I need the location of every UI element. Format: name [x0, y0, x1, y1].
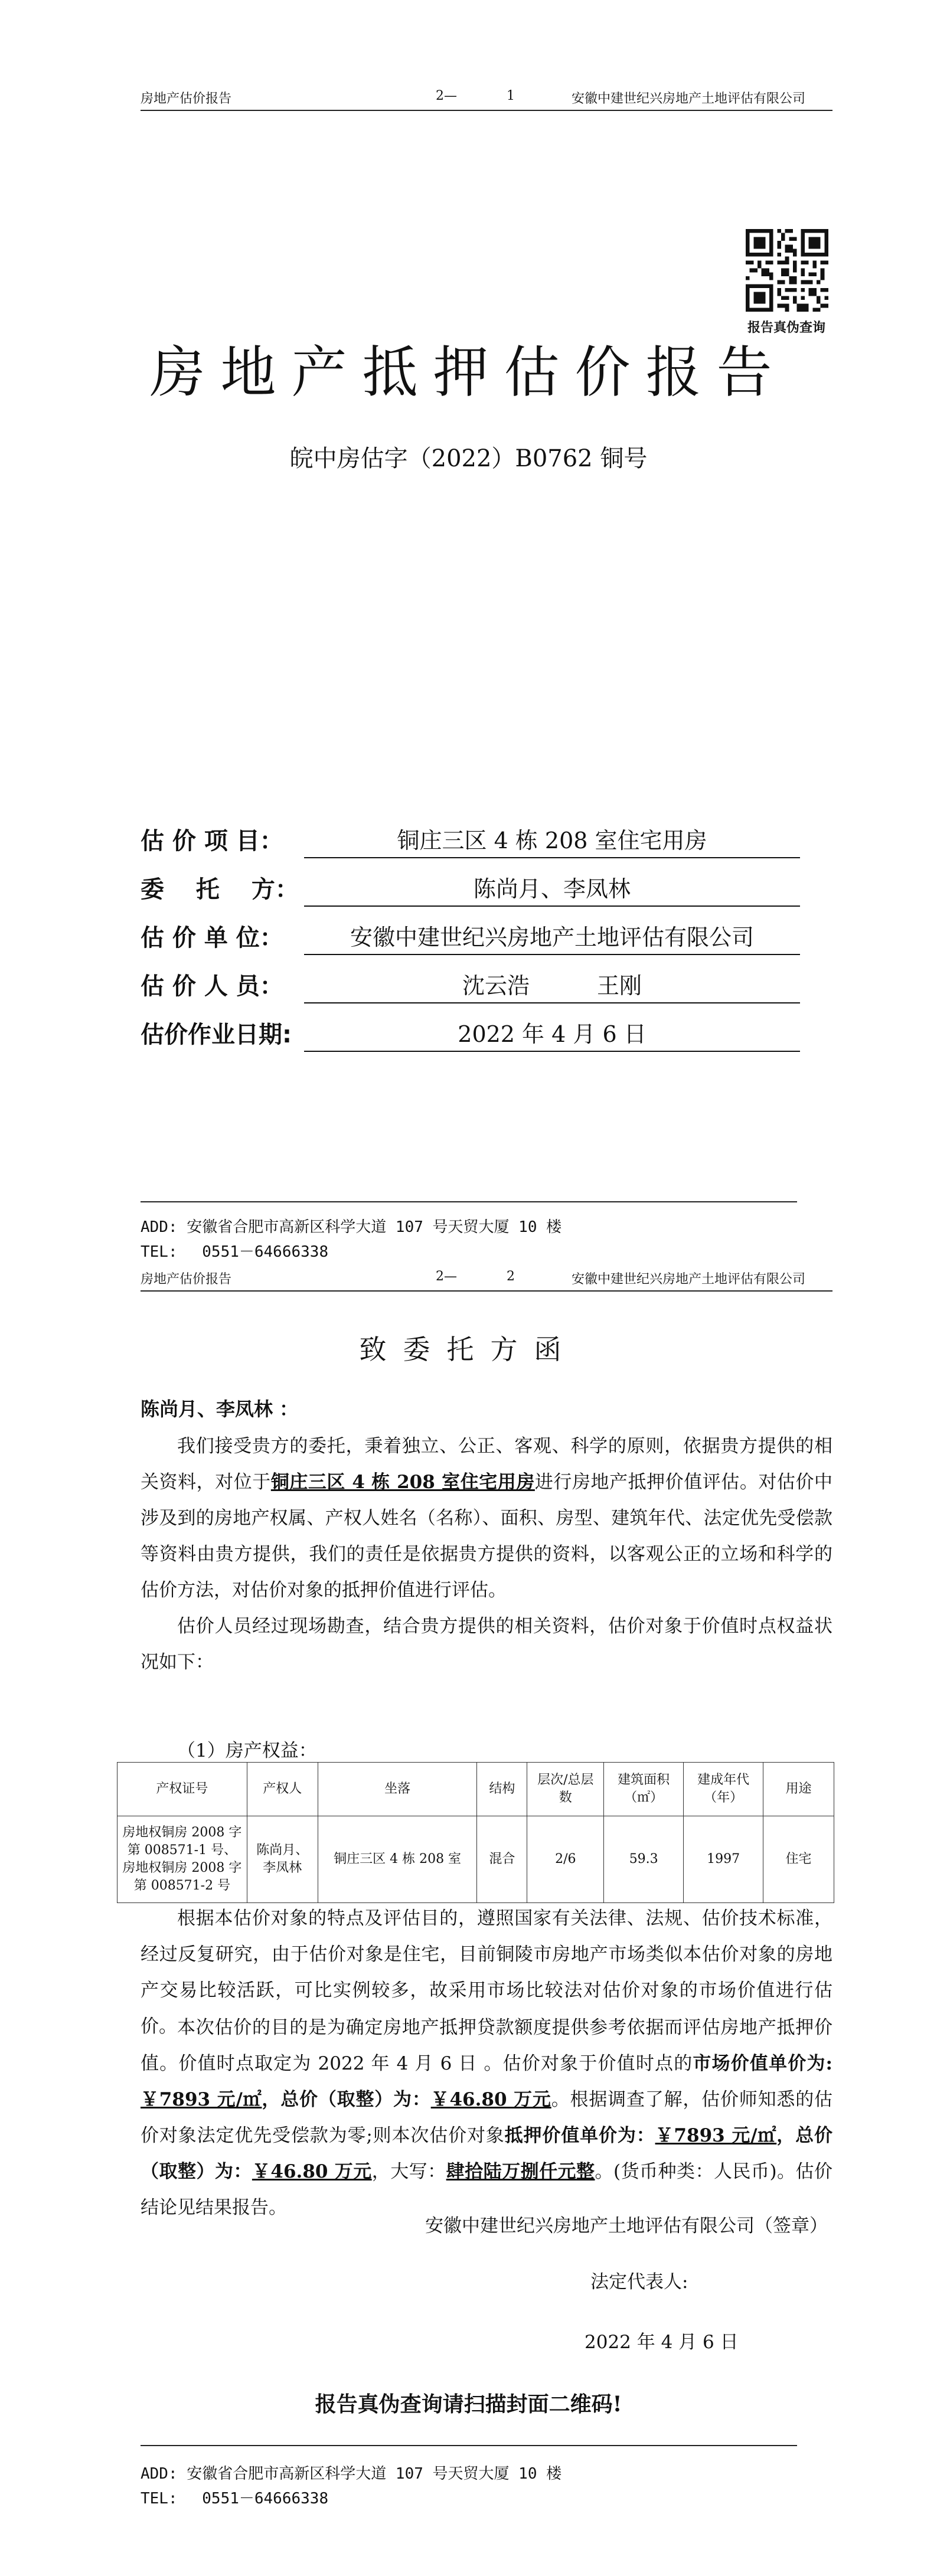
header-page-number: 1 — [507, 89, 515, 103]
property-rights-table — [117, 1762, 834, 1903]
footer-address: ADD: 安徽省合肥市高新区科学大道 107 号天贸大厦 10 楼 — [141, 2465, 562, 2483]
table-cell: 铜庄三区 4 栋 208 室 — [318, 1816, 477, 1903]
table-header-cell: 产权人 — [247, 1763, 318, 1816]
field-label-appraiser-company: 估 价 单 位： — [141, 924, 283, 952]
table-cell: 混合 — [477, 1816, 527, 1903]
table-header-cell: 产权证号 — [117, 1763, 247, 1816]
property-address: 铜庄三区 4 栋 208 室住宅用房 — [270, 1472, 535, 1493]
signature-date: 2022 年 4 月 6 日 — [585, 2332, 739, 2353]
header-rule — [141, 1290, 832, 1292]
paragraph-conclusion: 本次估价的目的是为确定房地产抵押贷款额度提供参考依据而评估房地产抵押价值。价值时点取定为 2022 年 4 月 6 日 。估价对象于价值时点的市场价值单价为:￥7893 元/㎡，总价（取整）为：￥46.80 万元。根据调查了解，估价师知悉的估价对象法定优先受偿款为零;则本次估价对象抵押价值单价为：￥7893 元/㎡，总价（取整）为：￥46.80 万元，大写：肆拾陆万捌仟元整。(货币种类：人民币)。估价结论见结果报告。 — [141, 2017, 833, 2218]
market-total-price: ￥46.80 万元 — [430, 2089, 551, 2110]
qr-code-icon — [746, 229, 828, 312]
paragraph-intro: 我们接受贵方的委托，秉着独立、公正、客观、科学的原则，依据贵方提供的相关资料，对位于铜庄三区 4 栋 208 室住宅用房进行房地产抵押价值评估。对估价中涉及到的房地产权属、产权人姓名（名称）、面积、房型、建筑年代、法定优先受偿款等资料由贵方提供，我们的责任是依据贵方提供的资料，以客观公正的立场和科学的估价方法，对估价对象的抵押价值进行评估。 — [141, 1436, 833, 1601]
letter-title: 致委托方函 — [359, 1333, 578, 1365]
section-subtitle: （1）房产权益： — [177, 1740, 317, 1761]
footer-rule — [141, 1201, 797, 1202]
table-cell: 陈尚月、李凤林 — [247, 1816, 318, 1903]
signature-legal-rep: 法定代表人: — [590, 2271, 688, 2293]
salutation: 陈尚月、李凤林 ： — [141, 1398, 299, 1420]
header-center: 2— — [436, 1269, 457, 1284]
field-value-appraisers: 沈云浩 王刚 — [304, 967, 800, 1003]
table-row — [117, 1816, 834, 1903]
table-cell: 2/6 — [527, 1816, 604, 1903]
table-cell: 59.3 — [604, 1816, 684, 1903]
field-label-client: 委 托 方： — [141, 876, 299, 903]
field-value-client: 陈尚月、李凤林 — [304, 871, 800, 907]
header-left: 房地产估价报告 — [141, 1272, 232, 1287]
report-title: 房地产抵押估价报告 — [149, 341, 788, 405]
footer-tel: TEL: 0551－64666338 — [141, 1243, 329, 1261]
field-value-appraiser-company: 安徽中建世纪兴房地产土地评估有限公司 — [304, 919, 800, 955]
header-center: 2— — [436, 89, 457, 103]
market-unit-price: ￥7893 元/㎡ — [141, 2089, 262, 2110]
table-cell: 房地权铜房 2008 字第 008571-1 号、房地权铜房 2008 字第 008571-2 号 — [117, 1816, 247, 1903]
mortgage-unit-price: ￥7893 元/㎡ — [655, 2125, 777, 2146]
table-header-cell: 用途 — [763, 1763, 834, 1816]
table-header-cell: 坐落 — [318, 1763, 477, 1816]
field-value-work-date: 2022 年 4 月 6 日 — [304, 1016, 800, 1052]
header-right: 安徽中建世纪兴房地产土地评估有限公司 — [572, 1272, 806, 1287]
table-header-cell: 层次/总层数 — [527, 1763, 604, 1816]
table-header-cell: 建筑面积（㎡） — [604, 1763, 684, 1816]
footer-rule — [141, 2445, 797, 2446]
footer-address: ADD: 安徽省合肥市高新区科学大道 107 号天贸大厦 10 楼 — [141, 1218, 562, 1236]
field-label-project: 估 价 项 目： — [141, 828, 283, 855]
table-header-cell: 建成年代（年） — [684, 1763, 763, 1816]
header-rule — [141, 110, 832, 111]
table-cell: 1997 — [684, 1816, 763, 1903]
report-number: 皖中房估字（2022）B0762 铜号 — [289, 445, 648, 472]
footer-tel: TEL: 0551－64666338 — [141, 2490, 329, 2508]
paragraph-survey: 估价人员经过现场勘查，结合贵方提供的相关资料，估价对象于价值时点权益状况如下： — [141, 1616, 832, 1673]
field-value-project: 铜庄三区 4 栋 208 室住宅用房 — [304, 822, 800, 858]
table-cell: 住宅 — [763, 1816, 834, 1903]
header-left: 房地产估价报告 — [141, 91, 232, 106]
paragraph-method: 根据本估价对象的特点及评估目的，遵照国家有关法律、法规、估价技术标准，经过反复研究，由于估价对象是住宅，目前铜陵市房地产市场类似本估价对象的房地产交易比较活跃，可比实例较多，故采用市场比较法对估价对象的市场价值进行估价。 — [141, 1908, 832, 2037]
mortgage-total-price: ￥46.80 万元 — [252, 2161, 372, 2182]
field-label-appraisers: 估 价 人 员： — [141, 973, 283, 1000]
field-label-work-date: 估价作业日期: — [141, 1021, 292, 1048]
header-page-number: 2 — [507, 1269, 515, 1284]
table-header-cell: 结构 — [477, 1763, 527, 1816]
verification-notice: 报告真伪查询请扫描封面二维码! — [315, 2392, 622, 2417]
signature-company: 安徽中建世纪兴房地产土地评估有限公司（签章） — [425, 2215, 828, 2237]
amount-in-words: 肆拾陆万捌仟元整 — [446, 2161, 595, 2182]
header-right: 安徽中建世纪兴房地产土地评估有限公司 — [572, 91, 806, 106]
qr-label: 报告真伪查询 — [747, 320, 825, 335]
table-header-row — [117, 1763, 834, 1816]
